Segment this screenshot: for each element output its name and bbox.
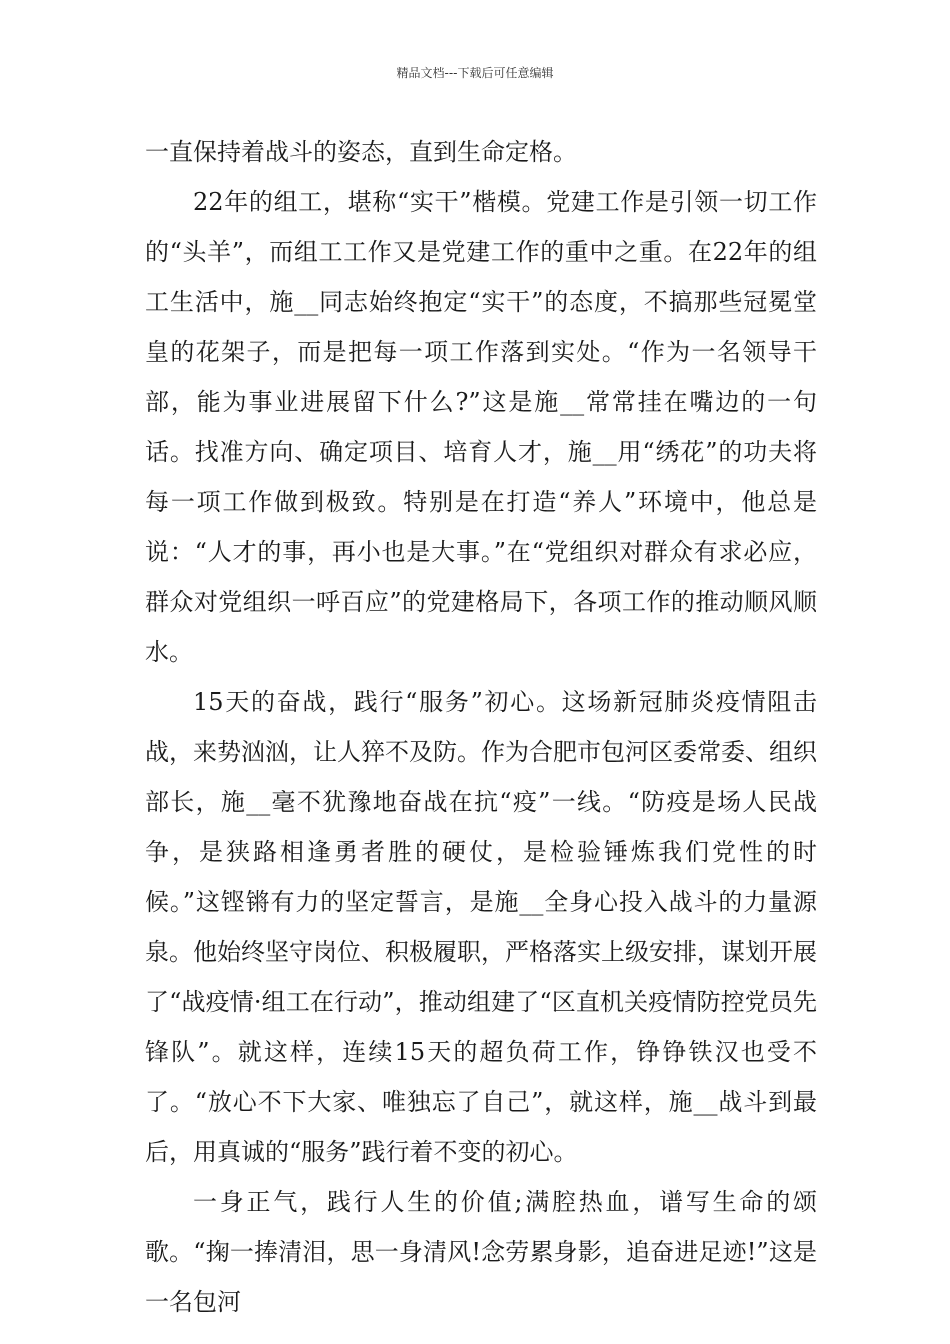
paragraph-practical-work: 22年的组工，堪称“实干”楷模。党建工作是引领一切工作的“头羊”，而组工工作又是党建工作的重中之重。在22年的组工生活中，施__同志始终抱定“实干”的态度，不搞那些冠冕堂皇的花架子，而是把每一项工作落到实处。“作为一名领导干部，能为事业进展留下什么?”这是施__常常挂在嘴边的一句话。找准方向、确定项目、培育人才，施__用“绣花”的功夫将每一项工作做到极致。特别是在打造“养人”环境中，他总是说：“人才的事，再小也是大事。”在“党组织对群众有求必应，群众对党组织一呼百应”的党建格局下，各项工作的推动顺风顺水。 (145, 188, 817, 666)
paragraph-righteousness: 一身正气，践行人生的价值;满腔热血，谱写生命的颂歌。“掬一捧清泪，思一身清风!念劳累身影，追奋进足迹!”这是一名包河 (145, 1188, 817, 1316)
paragraph-continuation: 一直保持着战斗的姿态，直到生命定格。 (145, 138, 577, 166)
page-header: 精品文档---下载后可任意编辑 (396, 66, 554, 80)
document-body (145, 127, 817, 1327)
paragraph-fifteen-days: 15天的奋战，践行“服务”初心。这场新冠肺炎疫情阻击战，来势汹汹，让人猝不及防。作为合肥市包河区委常委、组织部长，施__毫不犹豫地奋战在抗“疫”一线。“防疫是场人民战争，是狭路相逢勇者胜的硬仗，是检验锤炼我们党性的时候。”这铿锵有力的坚定誓言，是施__全身心投入战斗的力量源泉。他始终坚守岗位、积极履职，严格落实上级安排，谋划开展了“战疫情·组工在行动”，推动组建了“区直机关疫情防控党员先锋队”。就这样，连续15天的超负荷工作，铮铮铁汉也受不了。“放心不下大家、唯独忘了自己”，就这样，施__战斗到最后，用真诚的“服务”践行着不变的初心。 (145, 688, 817, 1166)
